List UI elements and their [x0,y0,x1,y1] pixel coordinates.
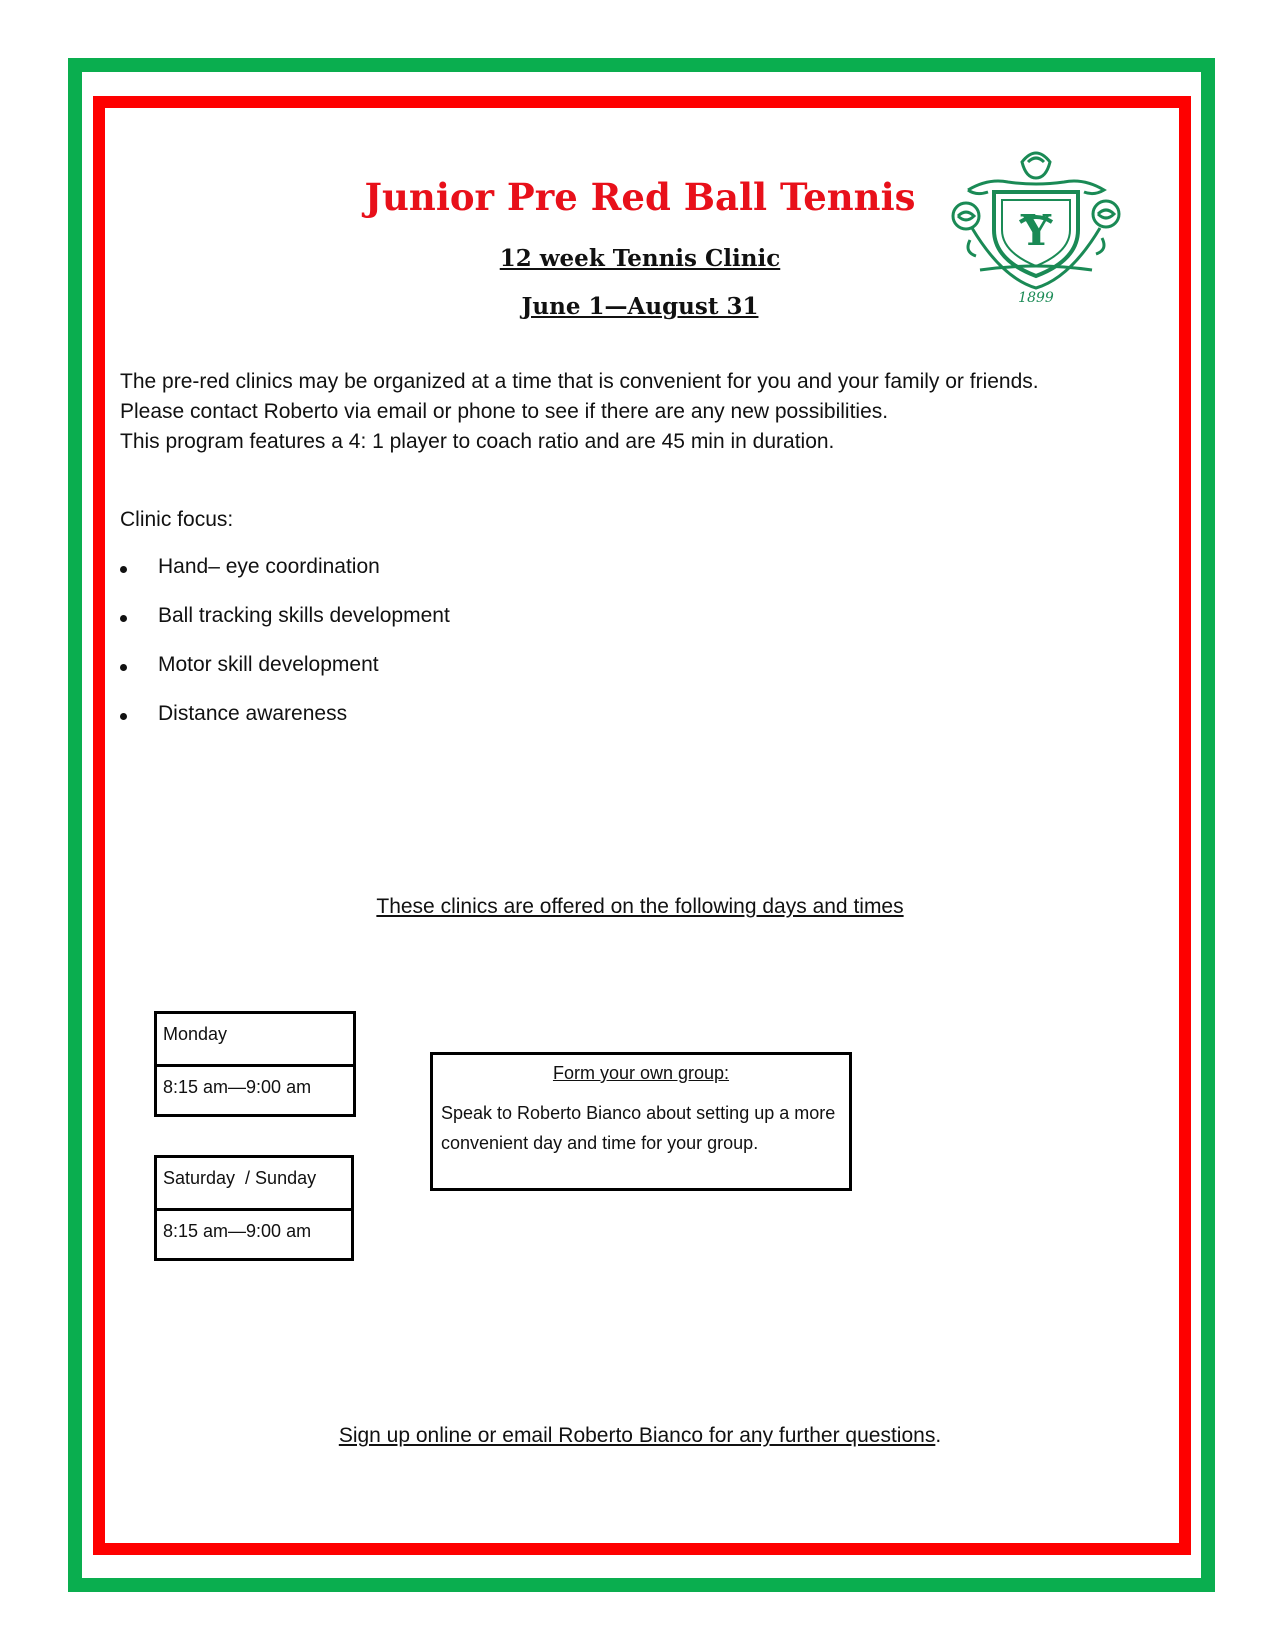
schedule-time: 8:15 am—9:00 am [157,1064,353,1114]
list-item [120,653,450,702]
list-item-label: Ball tracking skills development [158,604,450,627]
list-item [120,604,450,653]
signup-note [200,1424,1080,1448]
signup-link[interactable]: Sign up online or email Roberto Bianco for any further questions [338,1424,936,1447]
schedule-time: 8:15 am—9:00 am [157,1208,351,1258]
form-group-title: Form your own group: [552,1063,730,1083]
clinic-focus-label: Clinic focus: [120,508,234,531]
bullet-icon [120,713,127,720]
logo-year: 1899 [1018,290,1054,306]
form-group-box [430,1052,852,1191]
club-crest-logo [940,140,1132,312]
clinic-focus-list [120,555,450,751]
schedule-day: Monday [163,1024,228,1044]
list-item-label: Distance awareness [158,702,348,725]
intro-line: The pre-red clinics may be organized at a time that is convenient for you and your family or friends. [120,370,1039,393]
schedule-day: Saturday / Sunday [163,1168,317,1188]
clinic-subtitle: 12 week Tennis Clinic [499,245,781,272]
intro-line: Please contact Roberto via email or phone to see if there are any new possibilities. [120,400,889,423]
schedule-box-monday [154,1011,356,1117]
intro-paragraph [120,367,1160,457]
bullet-icon [120,615,127,622]
schedule-heading: These clinics are offered on the following days and times [376,895,904,918]
signup-period: . [935,1424,942,1447]
intro-line: This program features a 4: 1 player to coach ratio and are 45 min in duration. [120,430,835,453]
list-item-label: Hand– eye coordination [158,555,380,578]
list-item-label: Motor skill development [158,653,379,676]
bullet-icon [120,566,127,573]
svg-text:Y: Y [1021,206,1051,255]
list-item [120,555,450,604]
page-title: Junior Pre Red Ball Tennis [364,175,916,219]
list-item [120,702,450,751]
schedule-box-weekend [154,1155,354,1261]
clinic-dates: June 1—August 31 [521,293,759,320]
bullet-icon [120,664,127,671]
form-group-text: Speak to Roberto Bianco about setting up a more convenient day and time for your group. [441,1103,836,1153]
